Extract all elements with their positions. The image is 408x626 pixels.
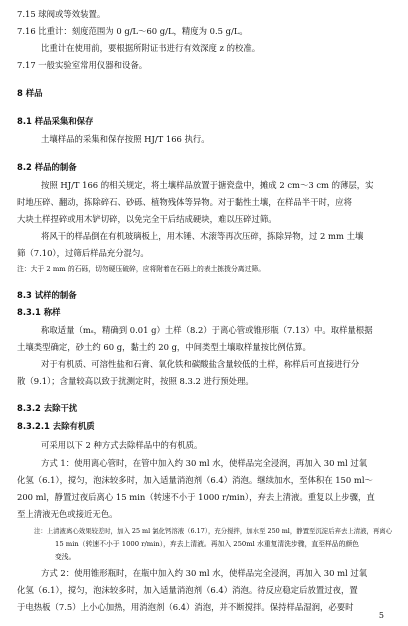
paragraph-8-3-1b-line2: 散（9.1）；含量较高以致于扰测定时，按照 8.3.2 进行预处理。 <box>17 376 254 386</box>
method2-line2: 化氢（6.1），搅匀，泡沫较多时，加入适量消泡剂（6.4）消泡。待反应稳定后放置过夜，置 <box>17 585 358 595</box>
note-method1-line1: 注：上清液离心效果较差时，加入 25 ml 氯化钙溶液（6.17），充分搅拌，加水至 250 ml，静置至沉淀后弃去上清液，再离心 <box>34 527 393 535</box>
paragraph-8-2-line3: 大块土样捏碎或用木铲切碎，以免完全干后结成硬块，难以压碎过筛。 <box>17 214 277 224</box>
section-8-2-heading: 8.2 样品的制备 <box>17 162 77 172</box>
method2-line3: 于电热板（7.5）上小心加热，用消泡剂（6.4）消泡，并不断搅拌。保持样品湿润，必要时 <box>17 602 354 612</box>
section-8-3-2-1-heading: 8.3.2.1 去除有机质 <box>17 421 95 431</box>
item-7-15: 7.15 球阀或等效装置。 <box>17 9 106 19</box>
method1-line2: 化氢（6.1），搅匀，泡沫较多时，加入适量消泡剂（6.4）消泡。继续加水，至体积在 150 ml～ <box>17 475 373 485</box>
method1-line1: 方式 1：使用离心管时，在管中加入约 30 ml 水，使样品完全浸润，再加入 30 ml 过氧 <box>41 458 368 468</box>
paragraph-8-3-1-line1: 称取适量（mₛ，精确到 0.01 g）土样（8.2）于离心管或锥形瓶（7.13）中。取样量根据 <box>41 325 373 335</box>
item-7-16-note: 比重计在使用前，要根据所附证书进行有效深度 z 的校准。 <box>41 43 261 53</box>
paragraph-8-3-2-1-intro: 可采用以下 2 种方式去除样品中的有机质。 <box>41 440 203 450</box>
section-8-1-heading: 8.1 样品采集和保存 <box>17 116 94 126</box>
note-8-2: 注：大于 2 mm 的石砾，切勿硬压破碎，应将附着在石砾上的表土拣拨分离过筛。 <box>17 265 265 273</box>
item-7-16: 7.16 比重计：刻度范围为 0 g/L～60 g/L，精度为 0.5 g/L。 <box>17 26 248 36</box>
section-8-heading: 8 样品 <box>17 88 43 98</box>
section-8-3-1-heading: 8.3.1 称样 <box>17 307 61 317</box>
note-method1-line3: 变浅。 <box>55 553 76 561</box>
method2-line1: 方式 2：使用锥形瓶时，在瓶中加入约 30 ml 水，使样品完全浸润，再加入 30 ml 过氧 <box>41 568 368 578</box>
method1-line3: 200 ml，静置过夜后离心 15 min（转速不小于 1000 r/min），弃去上清液。重复以上步骤，直 <box>17 492 375 502</box>
paragraph-8-2-line2: 时地压碎、翻动，拣除碎石、砂砾、植物残体等异物。对于黏性土壤，在样品半干时，应将 <box>17 197 352 207</box>
paragraph-8-3-1b-line1: 对于有机质、可溶性盐和石膏、氧化铁和碳酸盐含量较低的土样，称样后可直接进行分 <box>41 359 360 369</box>
method1-line4: 至上清液无色或接近无色。 <box>17 509 118 519</box>
paragraph-8-2b-line1: 将风干的样品倒在有机玻璃板上，用木锤、木滚等再次压碎，拣除异物，过 2 mm 土壤 <box>41 231 364 241</box>
item-7-17: 7.17 一般实验室常用仪器和设备。 <box>17 60 148 70</box>
paragraph-8-3-1-line2: 土壤类型确定，砂土约 60 g，黏土约 20 g，中间类型土壤取样量按比例估算。 <box>17 342 311 352</box>
page-number: 5 <box>378 611 384 620</box>
paragraph-8-2-line1: 按照 HJ/T 166 的相关规定，将土壤样品放置于搪瓷盘中，摊成 2 cm～3 cm 的薄层，实 <box>41 180 374 190</box>
section-8-3-2-heading: 8.3.2 去除干扰 <box>17 403 78 413</box>
section-8-3-heading: 8.3 试样的制备 <box>17 290 77 300</box>
paragraph-8-2b-line2: 筛（7.10），过筛后样品充分混匀。 <box>17 248 149 258</box>
note-method1-line2: 15 min（转速不小于 1000 r/min），弃去上清液。再加入 250ml 水重复清洗步骤，直至样品的颜色 <box>55 540 359 548</box>
paragraph-8-1: 土壤样品的采集和保存按照 HJ/T 166 执行。 <box>41 134 210 144</box>
